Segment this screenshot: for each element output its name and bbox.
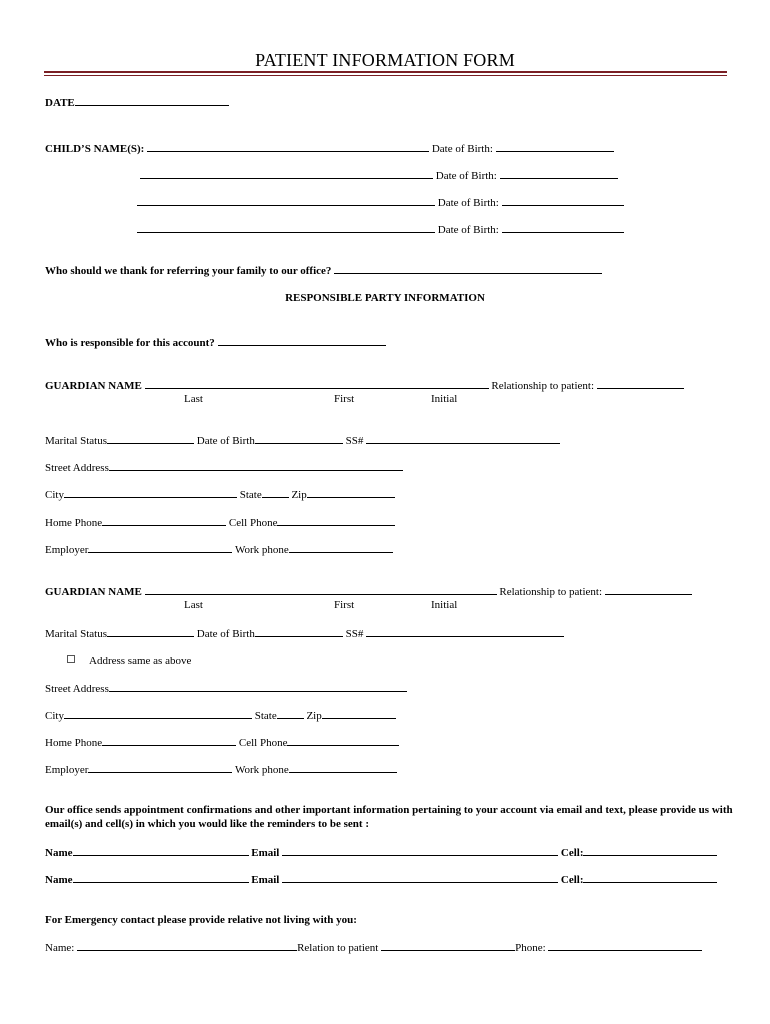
zip-field[interactable]: [322, 708, 396, 719]
referral-field[interactable]: [334, 263, 602, 274]
guardian-label: GUARDIAN NAME: [45, 586, 142, 598]
first-label: First: [334, 393, 355, 405]
name-label: Name: [45, 847, 73, 859]
responsible-heading: RESPONSIBLE PARTY INFORMATION: [285, 292, 485, 304]
guardian1-city-row: [45, 487, 395, 502]
child-name-field[interactable]: [140, 168, 433, 179]
referral-row: [45, 263, 602, 278]
contact-row-1: [45, 845, 717, 860]
guardian1-name-field[interactable]: [145, 378, 489, 389]
contact-name-field[interactable]: [73, 845, 249, 856]
state-field[interactable]: [277, 708, 304, 719]
guardian2-city-row: [45, 708, 396, 723]
city-label: City: [45, 710, 64, 722]
reminders-text: Our office sends appointment confirmations and other important information pertaining to your account via email and text, please provide us with email(s) and cell(s) in which you would like the reminders to be sent :: [45, 804, 733, 830]
zip-field[interactable]: [307, 487, 395, 498]
contact-email-field[interactable]: [282, 872, 558, 883]
work-phone-field[interactable]: [289, 762, 397, 773]
emergency-heading: For Emergency contact please provide relative not living with you:: [45, 914, 357, 926]
state-label: State: [254, 710, 277, 722]
child-dob-field[interactable]: [502, 195, 624, 206]
cell-label: Cell:: [560, 847, 584, 859]
dob-label: Date of Birth:: [437, 197, 499, 209]
child-name-field[interactable]: [137, 222, 435, 233]
ss-field[interactable]: [366, 626, 564, 637]
initial-label: Initial: [431, 599, 458, 611]
guardian-label: GUARDIAN NAME: [45, 380, 142, 392]
marital-field[interactable]: [107, 626, 194, 637]
guardian2-relationship-field[interactable]: [605, 584, 692, 595]
city-field[interactable]: [64, 487, 237, 498]
name-label: Name: [45, 874, 73, 886]
ss-label: SS#: [345, 435, 364, 447]
home-phone-field[interactable]: [102, 735, 236, 746]
work-phone-label: Work phone: [234, 764, 289, 776]
home-phone-field[interactable]: [102, 515, 226, 526]
street-field[interactable]: [109, 681, 407, 692]
dob-field[interactable]: [255, 626, 343, 637]
employer-field[interactable]: [88, 762, 232, 773]
contact-row-2: [45, 872, 717, 887]
relation-label: Relation to patient: [297, 942, 379, 954]
dob-field[interactable]: [255, 433, 343, 444]
zip-label: Zip: [306, 710, 322, 722]
street-label: Street Address: [45, 683, 109, 695]
contact-email-field[interactable]: [282, 845, 558, 856]
dob-label: Date of Birth:: [431, 143, 493, 155]
dob-label: Date of Birth:: [437, 224, 499, 236]
first-label: First: [334, 599, 355, 611]
guardian2-street-row: [45, 681, 407, 696]
street-label: Street Address: [45, 462, 109, 474]
guardian2-employer-row: [45, 762, 397, 777]
child-name-field[interactable]: [137, 195, 435, 206]
responsible-field[interactable]: [218, 335, 386, 346]
guardian1-marital-row: [45, 433, 560, 448]
cell-phone-field[interactable]: [287, 735, 399, 746]
ss-field[interactable]: [366, 433, 560, 444]
child-dob-field[interactable]: [500, 168, 618, 179]
cell-phone-label: Cell Phone: [228, 517, 278, 529]
contact-cell-field[interactable]: [583, 872, 717, 883]
guardian2-marital-row: [45, 626, 564, 641]
date-of-birth-label: Date of Birth: [196, 435, 255, 447]
child-dob-field[interactable]: [496, 141, 614, 152]
same-address-row: [67, 654, 191, 668]
contact-cell-field[interactable]: [583, 845, 717, 856]
street-field[interactable]: [109, 460, 403, 471]
city-field[interactable]: [64, 708, 252, 719]
date-field[interactable]: [75, 95, 229, 106]
emergency-row: [45, 940, 702, 955]
zip-label: Zip: [291, 489, 307, 501]
same-address-label: Address same as above: [89, 655, 192, 667]
city-label: City: [45, 489, 64, 501]
dob-label: Date of Birth:: [435, 170, 497, 182]
home-phone-label: Home Phone: [45, 517, 103, 529]
guardian1-street-row: [45, 460, 403, 475]
emergency-name-label: Name:: [45, 942, 75, 954]
cell-label: Cell:: [560, 874, 584, 886]
guardian2-name-field[interactable]: [145, 584, 497, 595]
work-phone-label: Work phone: [234, 544, 289, 556]
work-phone-field[interactable]: [289, 542, 393, 553]
employer-label: Employer: [45, 544, 89, 556]
employer-label: Employer: [45, 764, 89, 776]
child-names-label: CHILD’S NAME(S):: [45, 143, 145, 155]
ss-label: SS#: [345, 628, 364, 640]
cell-phone-field[interactable]: [277, 515, 395, 526]
child-row-4: [137, 222, 624, 237]
guardian2-phone-row: [45, 735, 399, 750]
state-field[interactable]: [262, 487, 289, 498]
child-row-2: [140, 168, 618, 183]
title-rule: [44, 71, 727, 73]
form-title: PATIENT INFORMATION FORM: [255, 50, 515, 70]
guardian2-row: [45, 584, 692, 599]
last-label: Last: [184, 599, 203, 611]
initial-label: Initial: [431, 393, 458, 405]
marital-label: Marital Status: [45, 628, 108, 640]
title-rule-thin: [44, 75, 727, 76]
guardian1-row: [45, 378, 684, 393]
responsible-question: Who is responsible for this account?: [45, 337, 215, 349]
last-label: Last: [184, 393, 203, 405]
emergency-phone-field[interactable]: [548, 940, 702, 951]
responsible-row: [45, 335, 386, 350]
cell-phone-label: Cell Phone: [238, 737, 288, 749]
date-label: DATE: [45, 97, 75, 109]
emergency-relation-field[interactable]: [381, 940, 515, 951]
date-row: [45, 95, 229, 110]
date-of-birth-label: Date of Birth: [196, 628, 255, 640]
email-label: Email: [251, 874, 280, 886]
relationship-label: Relationship to patient:: [499, 586, 603, 598]
marital-label: Marital Status: [45, 435, 108, 447]
child-row-3: [137, 195, 624, 210]
relationship-label: Relationship to patient:: [491, 380, 595, 392]
email-label: Email: [251, 847, 280, 859]
guardian1-phone-row: [45, 515, 395, 530]
child-row-1: [45, 141, 614, 156]
home-phone-label: Home Phone: [45, 737, 103, 749]
child-dob-field[interactable]: [502, 222, 624, 233]
referral-question: Who should we thank for referring your family to our office?: [45, 265, 332, 277]
emergency-name-field[interactable]: [77, 940, 297, 951]
marital-field[interactable]: [107, 433, 194, 444]
employer-field[interactable]: [88, 542, 232, 553]
child-name-field[interactable]: [147, 141, 429, 152]
contact-name-field[interactable]: [73, 872, 249, 883]
phone-label: Phone:: [515, 942, 546, 954]
guardian1-relationship-field[interactable]: [597, 378, 684, 389]
state-label: State: [239, 489, 262, 501]
guardian1-employer-row: [45, 542, 393, 557]
same-address-checkbox[interactable]: [67, 655, 75, 663]
